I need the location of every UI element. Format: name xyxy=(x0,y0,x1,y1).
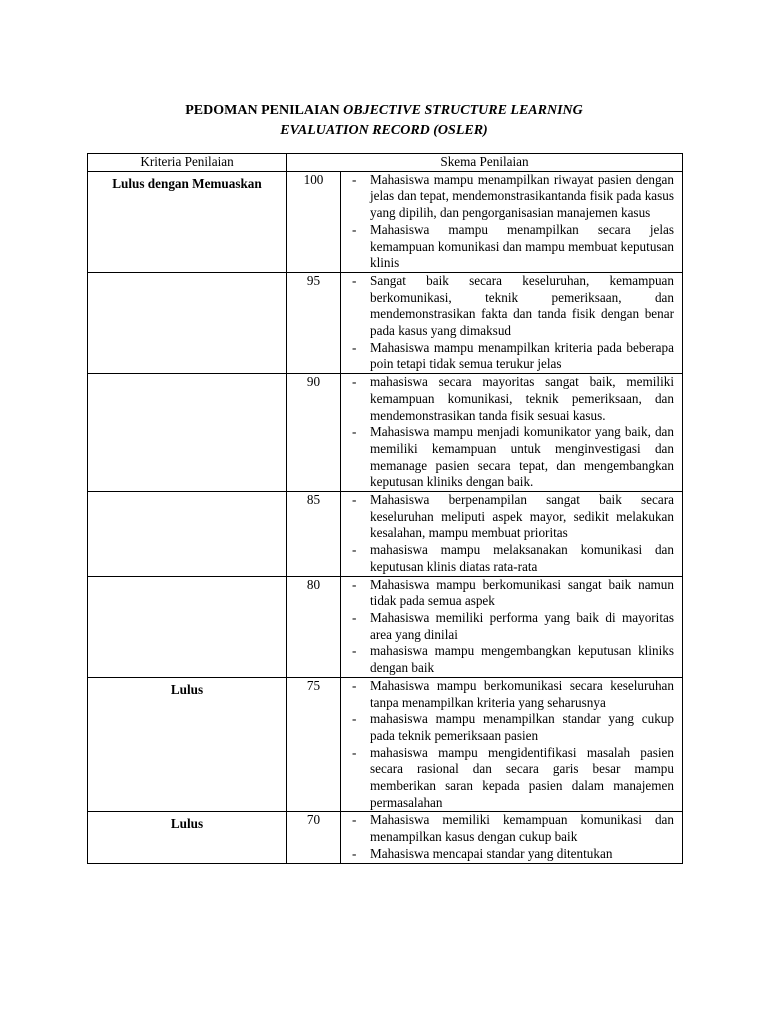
table-row xyxy=(88,492,683,577)
bullet-dash: - xyxy=(352,339,357,355)
bullet-dash: - xyxy=(352,374,357,390)
header-kriteria: Kriteria Penilaian xyxy=(88,154,287,172)
title-line-1 xyxy=(0,101,768,121)
header-skema: Skema Penilaian xyxy=(287,154,683,172)
kriteria-cell: Lulus dengan Memuaskan xyxy=(88,171,287,272)
header-row xyxy=(88,154,683,172)
table-row xyxy=(88,677,683,812)
criteria-item xyxy=(345,678,674,711)
score-cell: 95 xyxy=(287,272,341,373)
criteria-text: Sangat baik secara keseluruhan, kemampuan berkomunikasi, teknik pemeriksaan, dan mendemonstrasikan fakta dan tanda fisik dengan benar pada kasus yang dimaksud xyxy=(370,272,674,339)
criteria-text: mahasiswa mampu menampilkan standar yang cukup pada teknik pemeriksaan pasien xyxy=(370,711,674,743)
kriteria-cell: Lulus xyxy=(88,677,287,812)
title-italic-part: OBJECTIVE STRUCTURE LEARNING xyxy=(343,103,583,118)
criteria-item xyxy=(345,711,674,744)
title-plain-part: PEDOMAN PENILAIAN xyxy=(185,103,344,118)
score-cell: 70 xyxy=(287,812,341,863)
criteria-item xyxy=(345,172,674,222)
criteria-text: Mahasiswa mampu berkomunikasi sangat baik namun tidak pada semua aspek xyxy=(370,576,674,609)
title-line-2: EVALUATION RECORD (OSLER) xyxy=(280,123,488,138)
kriteria-cell xyxy=(88,374,287,492)
score-cell: 85 xyxy=(287,492,341,577)
criteria-text: mahasiswa mampu melaksanakan komunikasi dan keputusan klinis diatas rata-rata xyxy=(370,542,674,574)
bullet-dash: - xyxy=(352,424,357,440)
criteria-text: Mahasiswa mampu menampilkan secara jelas kemampuan komunikasi dan mampu membuat keputusan klinis xyxy=(370,221,674,271)
bullet-dash: - xyxy=(352,677,357,693)
criteria-text: Mahasiswa memiliki kemampuan komunikasi dan menampilkan kasus dengan cukup baik xyxy=(370,812,674,845)
criteria-item xyxy=(345,745,674,812)
score-cell: 80 xyxy=(287,576,341,677)
criteria-text: mahasiswa mampu mengembangkan keputusan kliniks dengan baik xyxy=(370,643,674,676)
table-row xyxy=(88,171,683,272)
criteria-item xyxy=(345,340,674,373)
document-title xyxy=(0,101,768,141)
kriteria-cell xyxy=(88,576,287,677)
rubric-table xyxy=(87,153,683,864)
kriteria-cell: Lulus xyxy=(88,812,287,863)
bullet-dash: - xyxy=(352,542,357,558)
rubric-body xyxy=(88,171,683,863)
criteria-text: Mahasiswa mampu menjadi komunikator yang baik, dan memiliki kemampuan untuk menginvestigasi dan memanage pasien secara tepat, dan mengembangkan keputusan kliniks dengan baik. xyxy=(370,424,674,490)
bullet-dash: - xyxy=(352,845,357,861)
score-cell: 90 xyxy=(287,374,341,492)
criteria-list xyxy=(341,374,683,492)
criteria-text: Mahasiswa mencapai standar yang ditentukan xyxy=(370,845,613,861)
criteria-list xyxy=(341,677,683,812)
table-row xyxy=(88,812,683,863)
bullet-dash: - xyxy=(352,609,357,625)
bullet-dash: - xyxy=(352,576,357,592)
criteria-item xyxy=(345,492,674,542)
criteria-item xyxy=(345,273,674,340)
criteria-item xyxy=(345,812,674,845)
criteria-text: Mahasiswa mampu berkomunikasi secara keseluruhan tanpa menampilkan kriteria yang seharusnya xyxy=(370,677,674,710)
bullet-dash: - xyxy=(352,711,357,727)
criteria-text: Mahasiswa memiliki performa yang baik di mayoritas area yang dinilai xyxy=(370,609,674,642)
bullet-dash: - xyxy=(352,812,357,828)
criteria-list xyxy=(341,171,683,272)
criteria-item xyxy=(345,542,674,575)
criteria-item xyxy=(345,846,674,863)
bullet-dash: - xyxy=(352,272,357,288)
table-row xyxy=(88,272,683,373)
criteria-item xyxy=(345,610,674,643)
bullet-dash: - xyxy=(352,171,357,187)
score-cell: 75 xyxy=(287,677,341,812)
criteria-list xyxy=(341,272,683,373)
criteria-list xyxy=(341,576,683,677)
criteria-item xyxy=(345,424,674,491)
criteria-item xyxy=(345,577,674,610)
criteria-text: Mahasiswa mampu menampilkan riwayat pasien dengan jelas dan tepat, mendemonstrasikantanda fisik pada kasus yang dipilih, dan pengorganisasian manajemen kasus xyxy=(370,171,674,221)
criteria-text: Mahasiswa mampu menampilkan kriteria pada beberapa poin tetapi tidak semua terukur jelas xyxy=(370,339,674,372)
table-row xyxy=(88,374,683,492)
table-row xyxy=(88,576,683,677)
bullet-dash: - xyxy=(352,744,357,760)
score-cell: 100 xyxy=(287,171,341,272)
criteria-text: mahasiswa secara mayoritas sangat baik, memiliki kemampuan komunikasi, teknik pemeriksaan, dan mendemonstrasikan tanda fisik sesuai kasus. xyxy=(370,374,674,423)
criteria-item xyxy=(345,222,674,272)
criteria-item xyxy=(345,374,674,424)
criteria-text: mahasiswa mampu mengidentifikasi masalah pasien secara rasional dan secara garis besar mampu memberikan saran kepada pasien dalam manajemen permasalahan xyxy=(370,744,674,810)
kriteria-cell xyxy=(88,272,287,373)
kriteria-cell xyxy=(88,492,287,577)
bullet-dash: - xyxy=(352,643,357,659)
criteria-text: Mahasiswa berpenampilan sangat baik secara keseluruhan meliputi aspek mayor, sedikit melakukan kesalahan, mampu membuat prioritas xyxy=(370,492,674,541)
criteria-list xyxy=(341,812,683,863)
bullet-dash: - xyxy=(352,492,357,508)
criteria-list xyxy=(341,492,683,577)
criteria-item xyxy=(345,643,674,676)
bullet-dash: - xyxy=(352,221,357,237)
